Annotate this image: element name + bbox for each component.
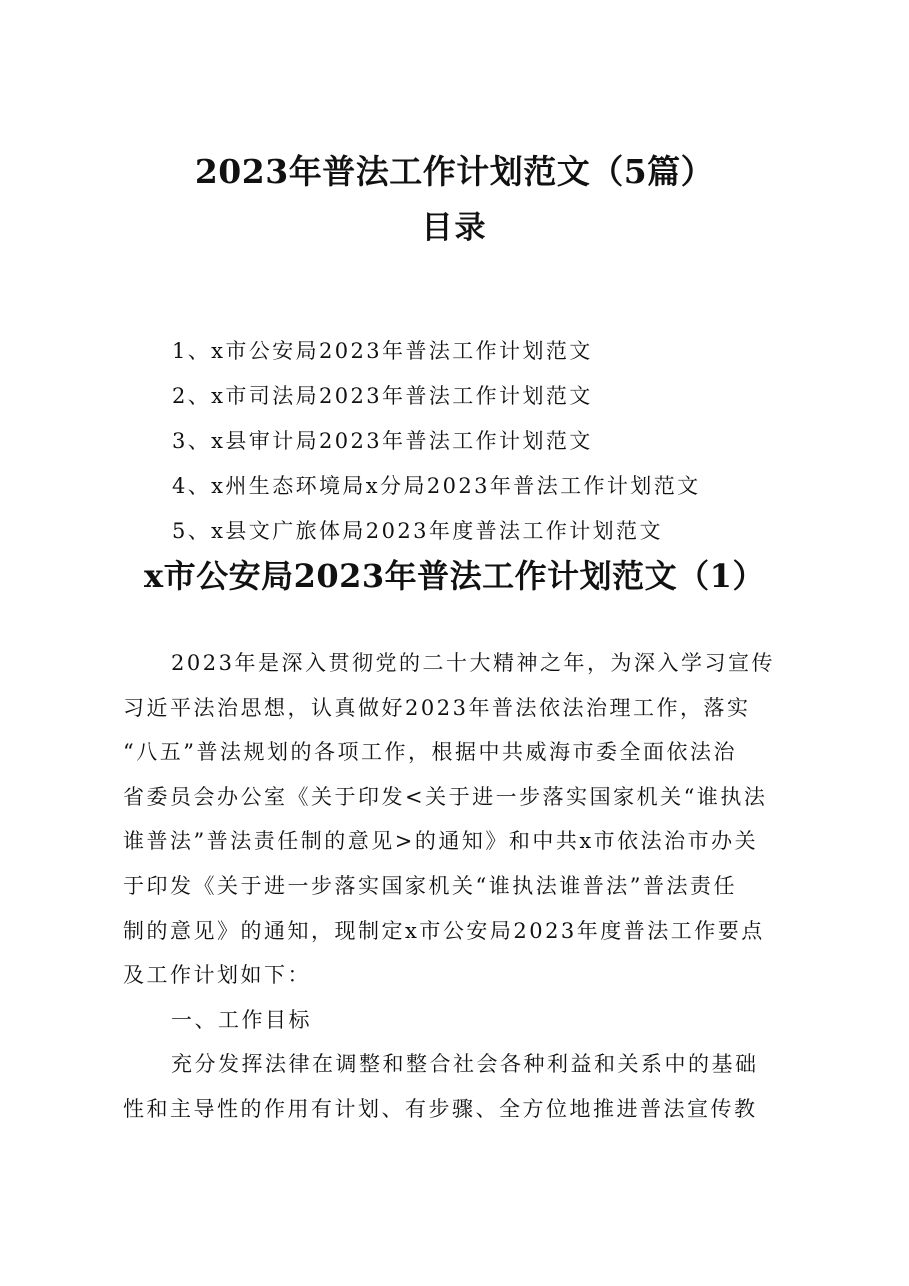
text-line: 制的意见》的通知，现制定x市公安局2023年度普法工作要点 (123, 918, 765, 943)
toc-item[interactable]: 1、x市公安局2023年普法工作计划范文 (172, 339, 593, 363)
table-of-contents (172, 329, 701, 554)
text-line: 2023年是深入贯彻党的二十大精神之年，为深入学习宣传 (171, 651, 775, 675)
text-line: 及工作计划如下： (123, 963, 311, 988)
toc-item[interactable]: 5、x县文广旅体局2023年度普法工作计划范文 (172, 519, 663, 543)
document-title: 2023年普法工作计划范文（5篇） (194, 152, 715, 191)
paragraph-goals (123, 1042, 791, 1131)
text-line: 习近平法治思想，认真做好2023年普法依法治理工作，落实 (123, 695, 751, 720)
text-line: 性和主导性的作用有计划、有步骤、全方位地推进普法宣传教 (123, 1096, 758, 1121)
heading-work-goals (123, 998, 791, 1043)
text-line: 一、工作目标 (171, 1007, 312, 1032)
text-line: 充分发挥法律在调整和整合社会各种利益和关系中的基础 (171, 1052, 759, 1077)
toc-item[interactable]: 3、x县审计局2023年普法工作计划范文 (172, 429, 593, 453)
section-title: x市公安局2023年普法工作计划范文（1） (144, 557, 765, 595)
text-line: 谁普法”普法责任制的意见>的通知》和中共x市依法治市办关 (123, 829, 759, 854)
toc-item[interactable]: 2、x市司法局2023年普法工作计划范文 (172, 384, 593, 408)
paragraph-intro (123, 641, 791, 998)
toc-item[interactable]: 4、x州生态环境局x分局2023年普法工作计划范文 (172, 474, 701, 498)
text-line: “八五”普法规划的各项工作，根据中共威海市委全面依法治 (123, 740, 737, 765)
text-line: 省委员会办公室《关于印发<关于进一步落实国家机关“谁执法 (123, 784, 768, 809)
toc-heading: 目录 (421, 210, 488, 246)
body-text (123, 641, 791, 1132)
text-line: 于印发《关于进一步落实国家机关“谁执法谁普法”普法责任 (123, 873, 737, 898)
